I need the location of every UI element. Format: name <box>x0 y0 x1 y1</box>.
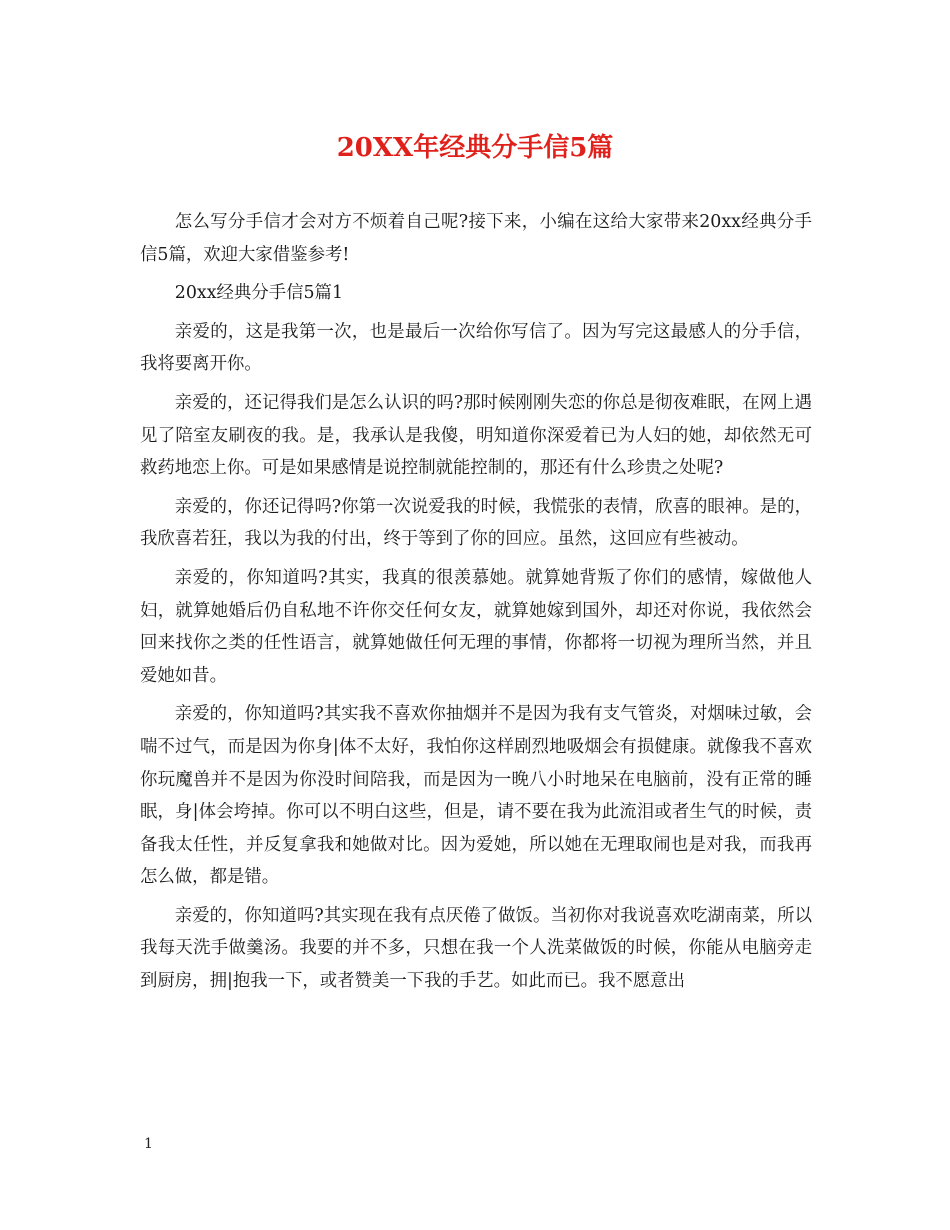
letter-paragraph: 亲爱的，你还记得吗?你第一次说爱我的时候，我慌张的表情，欣喜的眼神。是的，我欣喜若狂，我以为我的付出，终于等到了你的回应。虽然，这回应有些被动。 <box>140 496 812 550</box>
section-heading: 20xx经典分手信5篇1 <box>174 283 344 304</box>
letter-paragraph: 亲爱的，还记得我们是怎么认识的吗?那时候刚刚失恋的你总是彻夜难眠，在网上遇见了陪室友刷夜的我。是，我承认是我傻，明知道你深爱着已为人妇的她，却依然无可救药地恋上你。可是如果感情是说控制就能控制的，那还有什么珍贵之处呢? <box>140 392 812 479</box>
letter-paragraph: 亲爱的，你知道吗?其实，我真的很羡慕她。就算她背叛了你们的感情，嫁做他人妇，就算她婚后仍自私地不许你交任何女友，就算她嫁到国外，却还对你说，我依然会回来找你之类的任性语言，就算她做任何无理的事情，你都将一切视为理所当然，并且爱她如昔。 <box>140 567 812 686</box>
letter-paragraph: 亲爱的，这是我第一次，也是最后一次给你写信了。因为写完这最感人的分手信，我将要离开你。 <box>140 321 812 375</box>
letter-paragraph: 亲爱的，你知道吗?其实现在我有点厌倦了做饭。当初你对我说喜欢吃湖南菜，所以我每天洗手做羹汤。我要的并不多，只想在我一个人洗菜做饭的时候，你能从电脑旁走到厨房，拥|抱我一下，或者赞美一下我的手艺。如此而已。我不愿意出 <box>140 905 812 992</box>
document-body <box>140 206 812 1004</box>
intro-paragraph: 怎么写分手信才会对方不烦着自己呢?接下来，小编在这给大家带来20xx经典分手信5篇，欢迎大家借鉴参考! <box>140 212 812 265</box>
document-title: 20XX年经典分手信5篇 <box>336 133 614 163</box>
page-number: 1 <box>144 1136 153 1152</box>
letter-paragraph: 亲爱的，你知道吗?其实我不喜欢你抽烟并不是因为我有支气管炎，对烟味过敏，会喘不过气，而是因为你身|体不太好，我怕你这样剧烈地吸烟会有损健康。就像我不喜欢你玩魔兽并不是因为你没时间陪我，而是因为一晚八小时地呆在电脑前，没有正常的睡眠，身|体会垮掉。你可以不明白这些，但是，请不要在我为此流泪或者生气的时候，责备我太任性，并反复拿我和她做对比。因为爱她，所以她在无理取闹也是对我，而我再怎么做，都是错。 <box>140 704 812 888</box>
